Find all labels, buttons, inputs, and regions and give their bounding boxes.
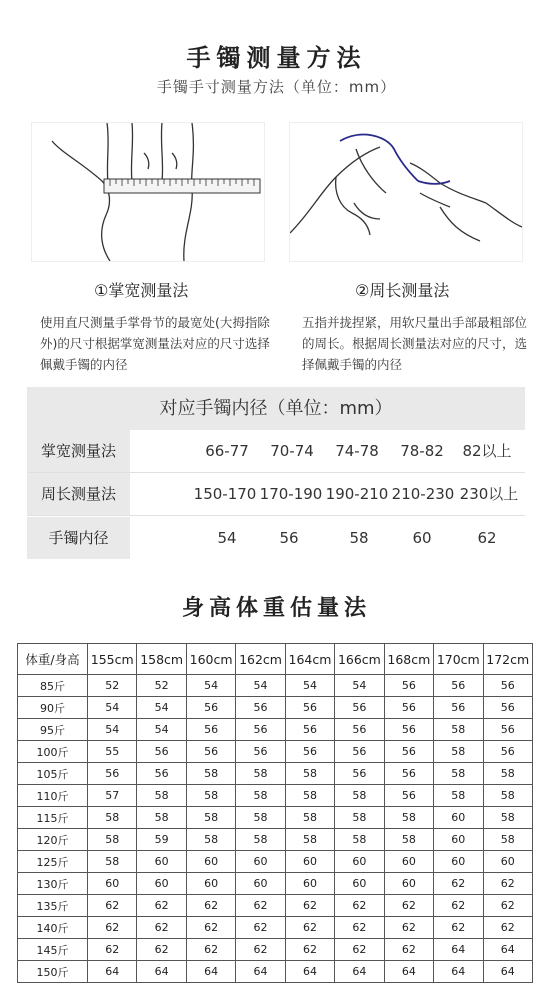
table-body xyxy=(18,675,533,983)
size-value-cell: 56 xyxy=(384,719,433,741)
size-value-cell: 58 xyxy=(88,829,137,851)
table-row xyxy=(18,895,533,917)
height-header: 166cm xyxy=(335,644,384,675)
weight-label: 135斤 xyxy=(18,895,88,917)
size-row-label: 周长测量法 xyxy=(27,473,130,515)
size-value-cell: 62 xyxy=(285,939,334,961)
size-value-cell: 64 xyxy=(88,961,137,983)
weight-label: 130斤 xyxy=(18,873,88,895)
weight-label: 100斤 xyxy=(18,741,88,763)
size-value-cell: 60 xyxy=(88,873,137,895)
size-value-cell: 64 xyxy=(186,961,235,983)
size-value-cell: 64 xyxy=(335,961,384,983)
size-value-cell: 62 xyxy=(186,917,235,939)
size-value-cell: 62 xyxy=(483,873,533,895)
size-value-cell: 59 xyxy=(137,829,186,851)
size-cell: 230以上 xyxy=(459,485,519,503)
size-value-cell: 62 xyxy=(236,917,285,939)
size-value-cell: 56 xyxy=(335,697,384,719)
size-value-cell: 58 xyxy=(434,785,483,807)
size-value-cell: 60 xyxy=(434,807,483,829)
size-value-cell: 62 xyxy=(384,917,433,939)
size-cell: 58 xyxy=(349,529,369,547)
size-value-cell: 58 xyxy=(483,829,533,851)
size-value-cell: 60 xyxy=(483,851,533,873)
size-correspondence-table xyxy=(27,387,525,565)
size-value-cell: 54 xyxy=(236,675,285,697)
height-header: 162cm xyxy=(236,644,285,675)
table-row xyxy=(18,807,533,829)
size-value-cell: 62 xyxy=(88,895,137,917)
weight-label: 105斤 xyxy=(18,763,88,785)
palm-width-illustration xyxy=(31,122,265,262)
size-value-cell: 56 xyxy=(335,763,384,785)
size-value-cell: 62 xyxy=(88,917,137,939)
size-value-cell: 62 xyxy=(384,939,433,961)
size-cell: 62 xyxy=(477,529,497,547)
size-value-cell: 64 xyxy=(236,961,285,983)
size-value-cell: 56 xyxy=(137,763,186,785)
height-header: 164cm xyxy=(285,644,334,675)
size-value-cell: 58 xyxy=(236,807,285,829)
size-value-cell: 62 xyxy=(384,895,433,917)
size-row-inner-diameter xyxy=(27,517,525,559)
tape-line xyxy=(340,135,418,181)
size-cell: 60 xyxy=(412,529,432,547)
size-cell: 190-210 xyxy=(325,485,389,503)
size-value-cell: 60 xyxy=(236,873,285,895)
size-value-cell: 62 xyxy=(186,895,235,917)
table-row xyxy=(18,917,533,939)
size-value-cell: 62 xyxy=(88,939,137,961)
size-value-cell: 52 xyxy=(88,675,137,697)
size-value-cell: 58 xyxy=(236,829,285,851)
weight-label: 140斤 xyxy=(18,917,88,939)
size-value-cell: 62 xyxy=(137,917,186,939)
size-value-cell: 56 xyxy=(186,697,235,719)
size-value-cell: 58 xyxy=(236,785,285,807)
size-value-cell: 56 xyxy=(384,741,433,763)
size-value-cell: 62 xyxy=(285,895,334,917)
size-value-cell: 56 xyxy=(384,675,433,697)
size-value-cell: 62 xyxy=(137,939,186,961)
weight-label: 120斤 xyxy=(18,829,88,851)
size-value-cell: 54 xyxy=(285,675,334,697)
table-row xyxy=(18,741,533,763)
size-value-cell: 57 xyxy=(88,785,137,807)
method-desc-palm: 使用直尺测量手掌骨节的最宽处(大拇指除外)的尺寸根据掌宽测量法对应的尺寸选择佩戴手镯的内径 xyxy=(40,315,270,372)
method-caption-circumference: ②周长测量法 xyxy=(355,281,450,300)
size-value-cell: 54 xyxy=(88,719,137,741)
height-weight-table xyxy=(17,643,533,983)
size-value-cell: 64 xyxy=(384,961,433,983)
size-value-cell: 54 xyxy=(88,697,137,719)
size-value-cell: 58 xyxy=(88,807,137,829)
size-value-cell: 62 xyxy=(186,939,235,961)
weight-label: 110斤 xyxy=(18,785,88,807)
size-value-cell: 56 xyxy=(335,741,384,763)
size-value-cell: 58 xyxy=(335,829,384,851)
size-value-cell: 56 xyxy=(236,697,285,719)
size-value-cell: 56 xyxy=(483,719,533,741)
size-value-cell: 60 xyxy=(186,873,235,895)
size-cell: 56 xyxy=(279,529,299,547)
size-value-cell: 60 xyxy=(335,851,384,873)
table-header-row xyxy=(18,644,533,675)
size-value-cell: 62 xyxy=(285,917,334,939)
size-value-cell: 58 xyxy=(483,763,533,785)
size-value-cell: 56 xyxy=(285,741,334,763)
table-row xyxy=(18,719,533,741)
size-value-cell: 60 xyxy=(285,873,334,895)
table-row xyxy=(18,829,533,851)
size-value-cell: 62 xyxy=(236,939,285,961)
size-value-cell: 56 xyxy=(434,697,483,719)
size-value-cell: 56 xyxy=(236,719,285,741)
size-value-cell: 60 xyxy=(137,851,186,873)
size-cell: 54 xyxy=(217,529,237,547)
size-cell: 74-78 xyxy=(335,442,379,460)
weight-label: 115斤 xyxy=(18,807,88,829)
weight-label: 145斤 xyxy=(18,939,88,961)
size-value-cell: 60 xyxy=(285,851,334,873)
size-value-cell: 58 xyxy=(483,807,533,829)
size-cell: 66-77 xyxy=(205,442,249,460)
size-value-cell: 56 xyxy=(483,675,533,697)
size-value-cell: 58 xyxy=(186,829,235,851)
height-header: 172cm xyxy=(483,644,533,675)
table-row xyxy=(18,763,533,785)
size-value-cell: 62 xyxy=(434,895,483,917)
size-value-cell: 56 xyxy=(285,719,334,741)
size-value-cell: 56 xyxy=(186,741,235,763)
table-row xyxy=(18,785,533,807)
height-header: 168cm xyxy=(384,644,433,675)
size-value-cell: 58 xyxy=(236,763,285,785)
corner-header: 体重/身高 xyxy=(18,644,88,675)
size-value-cell: 60 xyxy=(137,873,186,895)
size-value-cell: 62 xyxy=(483,895,533,917)
size-value-cell: 58 xyxy=(88,851,137,873)
table-row xyxy=(18,961,533,983)
size-value-cell: 58 xyxy=(285,785,334,807)
size-value-cell: 64 xyxy=(483,961,533,983)
weight-label: 150斤 xyxy=(18,961,88,983)
size-value-cell: 60 xyxy=(384,873,433,895)
size-value-cell: 58 xyxy=(285,807,334,829)
size-value-cell: 60 xyxy=(384,851,433,873)
size-value-cell: 56 xyxy=(483,697,533,719)
method-caption-palm: ①掌宽测量法 xyxy=(94,281,189,300)
weight-label: 90斤 xyxy=(18,697,88,719)
size-value-cell: 56 xyxy=(483,741,533,763)
size-cell: 82以上 xyxy=(462,442,512,460)
size-value-cell: 58 xyxy=(434,763,483,785)
size-value-cell: 56 xyxy=(384,763,433,785)
size-value-cell: 55 xyxy=(88,741,137,763)
size-value-cell: 58 xyxy=(285,829,334,851)
size-value-cell: 58 xyxy=(186,807,235,829)
size-value-cell: 56 xyxy=(236,741,285,763)
weight-label: 95斤 xyxy=(18,719,88,741)
size-value-cell: 56 xyxy=(186,719,235,741)
size-table-header: 对应手镯内径（单位：mm） xyxy=(27,387,525,430)
size-value-cell: 56 xyxy=(384,697,433,719)
size-value-cell: 56 xyxy=(285,697,334,719)
size-row-label: 掌宽测量法 xyxy=(27,430,130,472)
divider xyxy=(27,515,525,516)
size-value-cell: 62 xyxy=(483,917,533,939)
table-row xyxy=(18,873,533,895)
size-row-label: 手镯内径 xyxy=(27,517,130,559)
size-value-cell: 58 xyxy=(434,741,483,763)
method-desc-circumference: 五指并拢捏紧，用软尺量出手部最粗部位的周长。根据周长测量法对应的尺寸，选择佩戴手镯的内径 xyxy=(302,315,528,372)
table-row xyxy=(18,675,533,697)
size-value-cell: 54 xyxy=(335,675,384,697)
size-value-cell: 54 xyxy=(137,719,186,741)
size-value-cell: 56 xyxy=(137,741,186,763)
hand-tape-drawing xyxy=(290,123,522,261)
section-title-body-weight: 身高体重估量法 xyxy=(181,596,371,621)
size-cell: 170-190 xyxy=(259,485,323,503)
weight-label: 125斤 xyxy=(18,851,88,873)
size-value-cell: 58 xyxy=(434,719,483,741)
size-value-cell: 56 xyxy=(88,763,137,785)
size-value-cell: 58 xyxy=(384,829,433,851)
size-value-cell: 62 xyxy=(335,939,384,961)
size-value-cell: 58 xyxy=(137,785,186,807)
size-value-cell: 58 xyxy=(186,785,235,807)
size-cell: 78-82 xyxy=(400,442,444,460)
page-subtitle: 手镯手寸测量方法（单位：mm） xyxy=(156,78,397,96)
size-value-cell: 54 xyxy=(137,697,186,719)
size-value-cell: 58 xyxy=(483,785,533,807)
size-value-cell: 58 xyxy=(137,807,186,829)
size-value-cell: 58 xyxy=(186,763,235,785)
weight-label: 85斤 xyxy=(18,675,88,697)
size-value-cell: 64 xyxy=(137,961,186,983)
size-value-cell: 64 xyxy=(483,939,533,961)
size-value-cell: 62 xyxy=(236,895,285,917)
size-value-cell: 64 xyxy=(434,939,483,961)
height-header: 170cm xyxy=(434,644,483,675)
size-row-circumference xyxy=(27,473,525,515)
size-cell: 70-74 xyxy=(270,442,314,460)
size-value-cell: 60 xyxy=(186,851,235,873)
size-value-cell: 62 xyxy=(335,895,384,917)
hand-ruler-drawing xyxy=(32,123,264,261)
page-title: 手镯测量方法 xyxy=(186,44,367,72)
size-value-cell: 62 xyxy=(137,895,186,917)
size-value-cell: 60 xyxy=(434,851,483,873)
size-value-cell: 56 xyxy=(335,719,384,741)
size-value-cell: 60 xyxy=(434,829,483,851)
size-value-cell: 60 xyxy=(236,851,285,873)
height-header: 158cm xyxy=(137,644,186,675)
size-value-cell: 52 xyxy=(137,675,186,697)
size-value-cell: 56 xyxy=(434,675,483,697)
height-header: 155cm xyxy=(88,644,137,675)
table-row xyxy=(18,697,533,719)
size-value-cell: 58 xyxy=(335,807,384,829)
size-value-cell: 64 xyxy=(285,961,334,983)
size-value-cell: 58 xyxy=(285,763,334,785)
size-value-cell: 58 xyxy=(384,807,433,829)
size-cell: 150-170 xyxy=(193,485,257,503)
height-header: 160cm xyxy=(186,644,235,675)
circumference-illustration xyxy=(289,122,523,262)
size-value-cell: 62 xyxy=(335,917,384,939)
size-value-cell: 56 xyxy=(384,785,433,807)
size-value-cell: 58 xyxy=(335,785,384,807)
table-row xyxy=(18,939,533,961)
size-cell: 210-230 xyxy=(391,485,455,503)
size-value-cell: 54 xyxy=(186,675,235,697)
size-value-cell: 64 xyxy=(434,961,483,983)
size-value-cell: 60 xyxy=(335,873,384,895)
size-value-cell: 62 xyxy=(434,917,483,939)
table-row xyxy=(18,851,533,873)
size-row-palm xyxy=(27,430,525,472)
size-value-cell: 62 xyxy=(434,873,483,895)
